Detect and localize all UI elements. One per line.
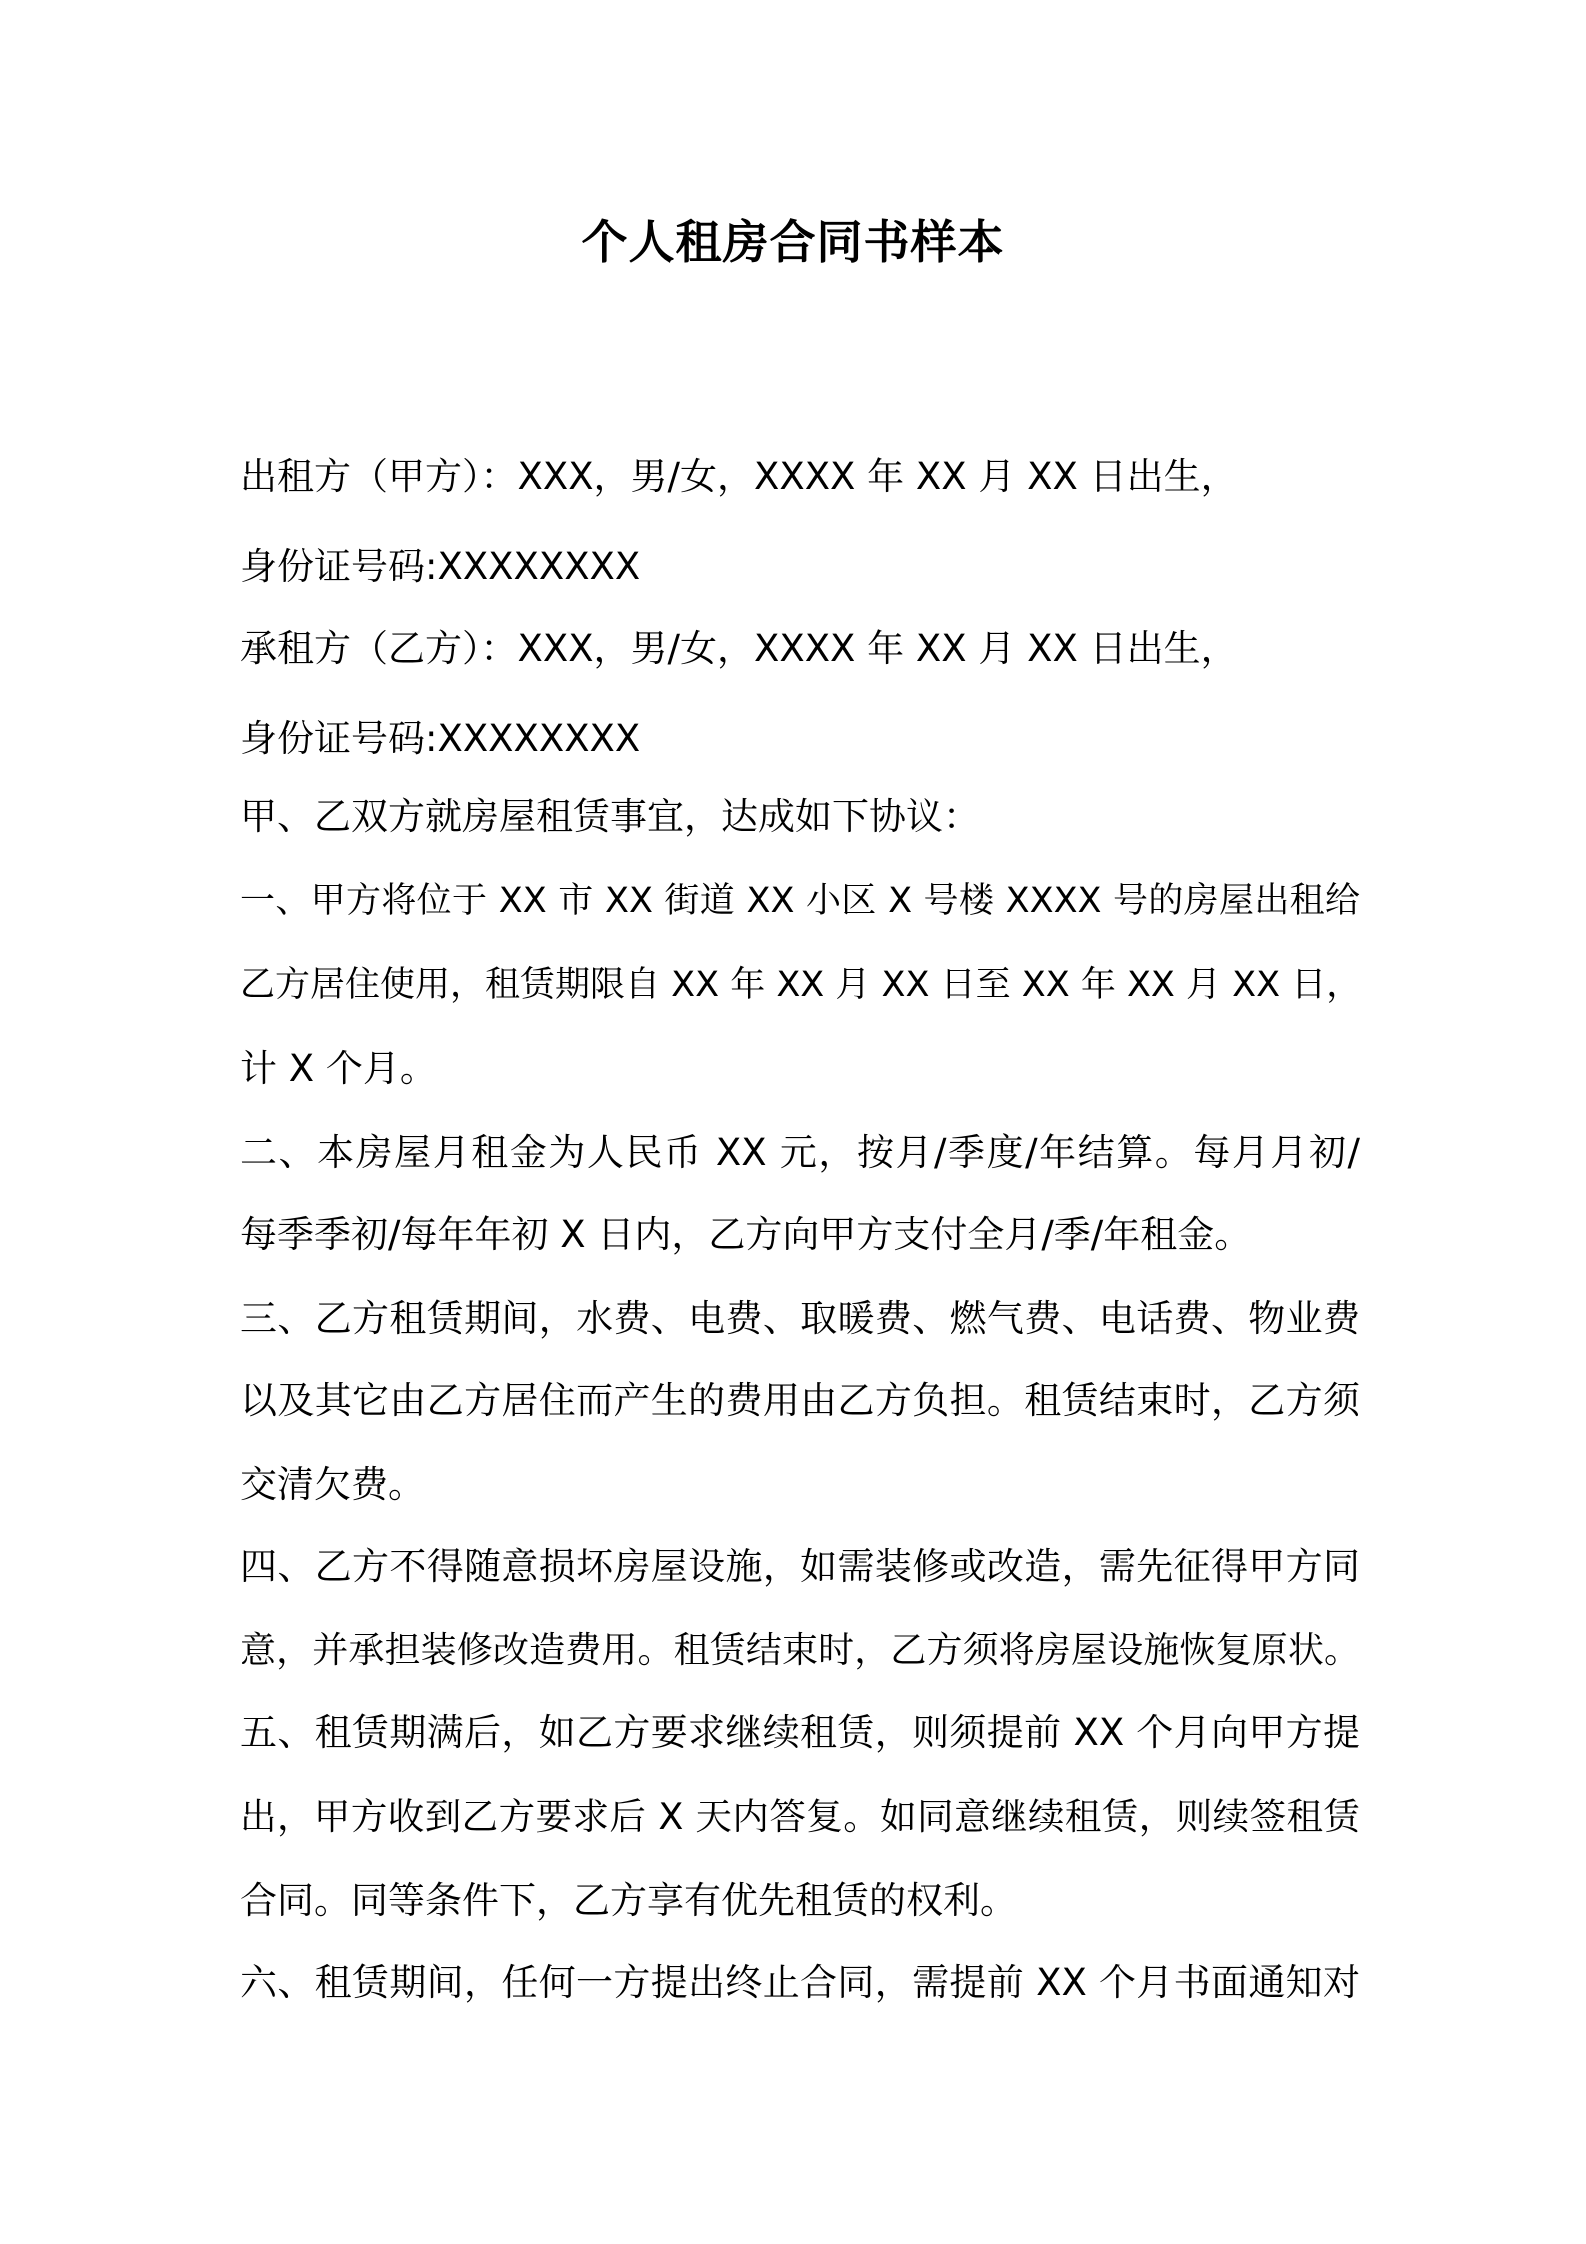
text-line: 五、租赁期满后，如乙方要求继续租赁，则须提前 XX 个月向甲方提: [240, 1711, 1360, 1754]
text-line: 身份证号码:XXXXXXXX: [240, 717, 641, 760]
text-line: 二、本房屋月租金为人民币 XX 元，按月/季度/年结算。每月月初/: [240, 1131, 1360, 1174]
text-line: 出，甲方收到乙方要求后 X 天内答复。如同意继续租赁，则续签租赁: [240, 1795, 1360, 1838]
document-title: 个人租房合同书样本: [581, 215, 1005, 269]
text-line: 甲、乙双方就房屋租赁事宜，达成如下协议：: [240, 795, 980, 838]
text-line: 六、租赁期间，任何一方提出终止合同，需提前 XX 个月书面通知对: [240, 1961, 1360, 2004]
text-line: 出租方（甲方）：XXX，男/女，XXXX 年 XX 月 XX 日出生，: [240, 455, 1238, 498]
text-line: 以及其它由乙方居住而产生的费用由乙方负担。租赁结束时，乙方须: [240, 1379, 1360, 1422]
text-line: 意，并承担装修改造费用。租赁结束时，乙方须将房屋设施恢复原状。: [240, 1630, 1360, 1671]
text-line: 乙方居住使用，租赁期限自 XX 年 XX 月 XX 日至 XX 年 XX 月 XX 日，: [240, 965, 1362, 1005]
text-line: 每季季初/每年年初 X 日内，乙方向甲方支付全月/季/年租金。: [240, 1213, 1252, 1256]
text-line: 计 X 个月。: [240, 1047, 437, 1090]
text-line: 四、乙方不得随意损坏房屋设施，如需装修或改造，需先征得甲方同: [240, 1545, 1360, 1588]
text-line: 一、甲方将位于 XX 市 XX 街道 XX 小区 X 号楼 XXXX 号的房屋出租给: [240, 881, 1360, 921]
text-line: 承租方（乙方）：XXX，男/女，XXXX 年 XX 月 XX 日出生，: [240, 627, 1238, 670]
text-line: 身份证号码:XXXXXXXX: [240, 545, 641, 588]
text-line: 三、乙方租赁期间，水费、电费、取暖费、燃气费、电话费、物业费: [240, 1297, 1360, 1340]
text-line: 交清欠费。: [240, 1463, 425, 1506]
text-line: 合同。同等条件下，乙方享有优先租赁的权利。: [240, 1879, 1017, 1922]
